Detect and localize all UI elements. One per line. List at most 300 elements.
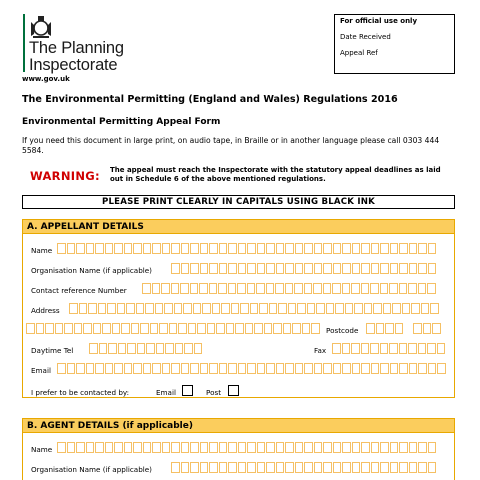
character-box[interactable] [117,303,126,314]
character-box[interactable] [276,462,285,473]
character-box[interactable] [332,343,341,354]
email-input[interactable] [57,363,447,374]
character-box[interactable] [181,363,190,374]
character-box[interactable] [342,442,351,453]
character-box[interactable] [181,263,190,274]
character-box[interactable] [207,323,216,334]
character-box[interactable] [430,303,439,314]
character-box[interactable] [342,283,351,294]
character-box[interactable] [288,303,297,314]
character-box[interactable] [107,303,116,314]
character-box[interactable] [159,323,168,334]
character-box[interactable] [283,323,292,334]
character-box[interactable] [105,363,114,374]
character-box[interactable] [124,243,133,254]
character-box[interactable] [418,283,427,294]
character-box[interactable] [342,363,351,374]
character-box[interactable] [392,303,401,314]
character-box[interactable] [390,243,399,254]
character-box[interactable] [190,462,199,473]
character-box[interactable] [209,462,218,473]
character-box[interactable] [133,442,142,453]
character-box[interactable] [259,303,268,314]
character-box[interactable] [228,442,237,453]
character-box[interactable] [380,363,389,374]
character-box[interactable] [124,442,133,453]
character-box[interactable] [364,303,373,314]
character-box[interactable] [371,442,380,453]
address-input-line-2[interactable] [26,323,321,334]
character-box[interactable] [190,283,199,294]
character-box[interactable] [216,323,225,334]
character-box[interactable] [247,462,256,473]
character-box[interactable] [323,263,332,274]
character-box[interactable] [427,343,436,354]
character-box[interactable] [373,303,382,314]
character-box[interactable] [114,243,123,254]
character-box[interactable] [257,442,266,453]
organisation-input[interactable] [171,263,437,274]
name-input[interactable] [57,243,437,254]
character-box[interactable] [409,243,418,254]
character-box[interactable] [408,283,417,294]
character-box[interactable] [432,323,441,334]
character-box[interactable] [257,462,266,473]
character-box[interactable] [219,442,228,453]
character-box[interactable] [247,442,256,453]
character-box[interactable] [380,442,389,453]
character-box[interactable] [171,363,180,374]
character-box[interactable] [314,442,323,453]
character-box[interactable] [389,283,398,294]
character-box[interactable] [36,323,45,334]
contact-email-checkbox[interactable] [182,385,193,396]
character-box[interactable] [247,363,256,374]
character-box[interactable] [323,462,332,473]
character-box[interactable] [423,323,432,334]
character-box[interactable] [171,442,180,453]
character-box[interactable] [93,323,102,334]
character-box[interactable] [297,303,306,314]
character-box[interactable] [235,323,244,334]
character-box[interactable] [143,243,152,254]
character-box[interactable] [335,303,344,314]
character-box[interactable] [370,283,379,294]
character-box[interactable] [254,323,263,334]
character-box[interactable] [385,323,394,334]
character-box[interactable] [67,363,76,374]
character-box[interactable] [180,283,189,294]
character-box[interactable] [95,363,104,374]
character-box[interactable] [333,243,342,254]
postcode-input-part-1[interactable] [366,323,404,334]
character-box[interactable] [366,323,375,334]
character-box[interactable] [304,263,313,274]
character-box[interactable] [99,343,108,354]
character-box[interactable] [428,363,437,374]
character-box[interactable] [171,283,180,294]
character-box[interactable] [247,283,256,294]
character-box[interactable] [76,243,85,254]
character-box[interactable] [146,343,155,354]
character-box[interactable] [399,363,408,374]
character-box[interactable] [408,343,417,354]
agent-name-input[interactable] [57,442,437,453]
character-box[interactable] [76,442,85,453]
character-box[interactable] [257,243,266,254]
character-box[interactable] [150,323,159,334]
character-box[interactable] [399,283,408,294]
character-box[interactable] [238,442,247,453]
character-box[interactable] [219,462,228,473]
character-box[interactable] [390,442,399,453]
character-box[interactable] [67,442,76,453]
character-box[interactable] [114,442,123,453]
agent-organisation-input[interactable] [171,462,437,473]
character-box[interactable] [131,323,140,334]
character-box[interactable] [178,323,187,334]
character-box[interactable] [276,263,285,274]
character-box[interactable] [314,363,323,374]
character-box[interactable] [352,442,361,453]
character-box[interactable] [345,303,354,314]
character-box[interactable] [64,323,73,334]
character-box[interactable] [88,303,97,314]
character-box[interactable] [69,303,78,314]
character-box[interactable] [181,462,190,473]
character-box[interactable] [171,243,180,254]
character-box[interactable] [76,363,85,374]
character-box[interactable] [395,323,404,334]
character-box[interactable] [314,462,323,473]
character-box[interactable] [156,343,165,354]
character-box[interactable] [390,363,399,374]
character-box[interactable] [304,442,313,453]
character-box[interactable] [247,263,256,274]
character-box[interactable] [428,462,437,473]
character-box[interactable] [114,363,123,374]
character-box[interactable] [118,343,127,354]
character-box[interactable] [228,462,237,473]
character-box[interactable] [314,243,323,254]
character-box[interactable] [295,263,304,274]
character-box[interactable] [155,303,164,314]
character-box[interactable] [152,442,161,453]
character-box[interactable] [199,283,208,294]
character-box[interactable] [231,303,240,314]
character-box[interactable] [399,442,408,453]
character-box[interactable] [221,303,230,314]
character-box[interactable] [245,323,254,334]
character-box[interactable] [314,263,323,274]
character-box[interactable] [333,462,342,473]
character-box[interactable] [409,462,418,473]
character-box[interactable] [200,243,209,254]
character-box[interactable] [200,462,209,473]
character-box[interactable] [140,323,149,334]
character-box[interactable] [399,263,408,274]
character-box[interactable] [411,303,420,314]
character-box[interactable] [333,263,342,274]
character-box[interactable] [371,363,380,374]
character-box[interactable] [240,303,249,314]
character-box[interactable] [428,442,437,453]
character-box[interactable] [161,283,170,294]
character-box[interactable] [285,283,294,294]
character-box[interactable] [276,363,285,374]
character-box[interactable] [89,343,98,354]
character-box[interactable] [200,442,209,453]
character-box[interactable] [190,363,199,374]
character-box[interactable] [238,462,247,473]
character-box[interactable] [294,283,303,294]
character-box[interactable] [55,323,64,334]
character-box[interactable] [184,343,193,354]
character-box[interactable] [228,283,237,294]
postcode-input-part-2[interactable] [413,323,442,334]
character-box[interactable] [371,263,380,274]
character-box[interactable] [86,243,95,254]
character-box[interactable] [380,283,389,294]
character-box[interactable] [194,343,203,354]
character-box[interactable] [399,462,408,473]
character-box[interactable] [295,243,304,254]
character-box[interactable] [164,303,173,314]
character-box[interactable] [79,303,88,314]
character-box[interactable] [145,303,154,314]
character-box[interactable] [247,243,256,254]
character-box[interactable] [390,462,399,473]
character-box[interactable] [333,363,342,374]
character-box[interactable] [302,323,311,334]
character-box[interactable] [370,343,379,354]
character-box[interactable] [276,442,285,453]
fax-input[interactable] [332,343,446,354]
character-box[interactable] [376,323,385,334]
contact-post-checkbox[interactable] [228,385,239,396]
character-box[interactable] [165,343,174,354]
character-box[interactable] [361,263,370,274]
character-box[interactable] [228,243,237,254]
contact-ref-input[interactable] [142,283,437,294]
character-box[interactable] [142,283,151,294]
character-box[interactable] [295,363,304,374]
character-box[interactable] [352,263,361,274]
character-box[interactable] [333,442,342,453]
character-box[interactable] [95,243,104,254]
character-box[interactable] [200,363,209,374]
character-box[interactable] [209,363,218,374]
character-box[interactable] [133,243,142,254]
character-box[interactable] [162,442,171,453]
character-box[interactable] [380,343,389,354]
character-box[interactable] [304,462,313,473]
character-box[interactable] [250,303,259,314]
character-box[interactable] [399,343,408,354]
character-box[interactable] [219,243,228,254]
character-box[interactable] [200,263,209,274]
character-box[interactable] [202,303,211,314]
character-box[interactable] [219,363,228,374]
character-box[interactable] [57,442,66,453]
character-box[interactable] [266,442,275,453]
character-box[interactable] [342,343,351,354]
character-box[interactable] [226,323,235,334]
character-box[interactable] [126,303,135,314]
gov-url-link[interactable]: www.gov.uk [22,75,70,83]
character-box[interactable] [304,283,313,294]
character-box[interactable] [428,263,437,274]
character-box[interactable] [285,442,294,453]
character-box[interactable] [218,283,227,294]
character-box[interactable] [209,243,218,254]
character-box[interactable] [418,243,427,254]
character-box[interactable] [361,462,370,473]
character-box[interactable] [152,363,161,374]
character-box[interactable] [209,442,218,453]
character-box[interactable] [143,442,152,453]
daytime-tel-input[interactable] [89,343,203,354]
character-box[interactable] [361,283,370,294]
character-box[interactable] [112,323,121,334]
character-box[interactable] [57,363,66,374]
character-box[interactable] [427,283,436,294]
character-box[interactable] [316,303,325,314]
character-box[interactable] [285,462,294,473]
character-box[interactable] [304,363,313,374]
character-box[interactable] [266,462,275,473]
character-box[interactable] [95,442,104,453]
character-box[interactable] [86,442,95,453]
character-box[interactable] [264,323,273,334]
character-box[interactable] [238,243,247,254]
character-box[interactable] [285,363,294,374]
character-box[interactable] [83,323,92,334]
character-box[interactable] [418,263,427,274]
character-box[interactable] [197,323,206,334]
character-box[interactable] [311,323,320,334]
character-box[interactable] [354,303,363,314]
character-box[interactable] [390,263,399,274]
character-box[interactable] [323,283,332,294]
character-box[interactable] [380,263,389,274]
character-box[interactable] [209,263,218,274]
character-box[interactable] [174,303,183,314]
character-box[interactable] [219,263,228,274]
character-box[interactable] [383,303,392,314]
character-box[interactable] [304,243,313,254]
character-box[interactable] [361,243,370,254]
character-box[interactable] [136,303,145,314]
character-box[interactable] [137,343,146,354]
character-box[interactable] [57,243,66,254]
character-box[interactable] [389,343,398,354]
character-box[interactable] [45,323,54,334]
character-box[interactable] [228,363,237,374]
character-box[interactable] [285,263,294,274]
character-box[interactable] [352,462,361,473]
character-box[interactable] [212,303,221,314]
character-box[interactable] [351,283,360,294]
character-box[interactable] [313,283,322,294]
character-box[interactable] [86,363,95,374]
character-box[interactable] [169,323,178,334]
character-box[interactable] [352,363,361,374]
character-box[interactable] [276,243,285,254]
character-box[interactable] [418,343,427,354]
character-box[interactable] [380,462,389,473]
character-box[interactable] [67,243,76,254]
character-box[interactable] [342,263,351,274]
character-box[interactable] [326,303,335,314]
character-box[interactable] [361,442,370,453]
character-box[interactable] [295,442,304,453]
address-input-line-1[interactable] [69,303,440,314]
character-box[interactable] [351,343,360,354]
character-box[interactable] [175,343,184,354]
character-box[interactable] [266,363,275,374]
character-box[interactable] [190,442,199,453]
character-box[interactable] [323,363,332,374]
character-box[interactable] [437,363,446,374]
character-box[interactable] [418,442,427,453]
character-box[interactable] [371,462,380,473]
character-box[interactable] [361,343,370,354]
character-box[interactable] [352,243,361,254]
character-box[interactable] [409,263,418,274]
character-box[interactable] [257,363,266,374]
character-box[interactable] [108,343,117,354]
character-box[interactable] [307,303,316,314]
character-box[interactable] [361,363,370,374]
character-box[interactable] [190,263,199,274]
character-box[interactable] [323,442,332,453]
character-box[interactable] [98,303,107,314]
character-box[interactable] [74,323,83,334]
character-box[interactable] [428,243,437,254]
character-box[interactable] [285,243,294,254]
character-box[interactable] [105,243,114,254]
character-box[interactable] [181,442,190,453]
character-box[interactable] [152,283,161,294]
character-box[interactable] [228,263,237,274]
character-box[interactable] [402,303,411,314]
character-box[interactable] [418,462,427,473]
character-box[interactable] [413,323,422,334]
character-box[interactable] [273,323,282,334]
character-box[interactable] [266,263,275,274]
character-box[interactable] [171,462,180,473]
character-box[interactable] [269,303,278,314]
character-box[interactable] [292,323,301,334]
character-box[interactable] [256,283,265,294]
character-box[interactable] [421,303,430,314]
character-box[interactable] [181,243,190,254]
character-box[interactable] [183,303,192,314]
character-box[interactable] [266,283,275,294]
character-box[interactable] [238,263,247,274]
character-box[interactable] [193,303,202,314]
character-box[interactable] [399,243,408,254]
character-box[interactable] [342,243,351,254]
character-box[interactable] [124,363,133,374]
character-box[interactable] [371,243,380,254]
character-box[interactable] [105,442,114,453]
character-box[interactable] [295,462,304,473]
character-box[interactable] [380,243,389,254]
character-box[interactable] [188,323,197,334]
character-box[interactable] [409,442,418,453]
